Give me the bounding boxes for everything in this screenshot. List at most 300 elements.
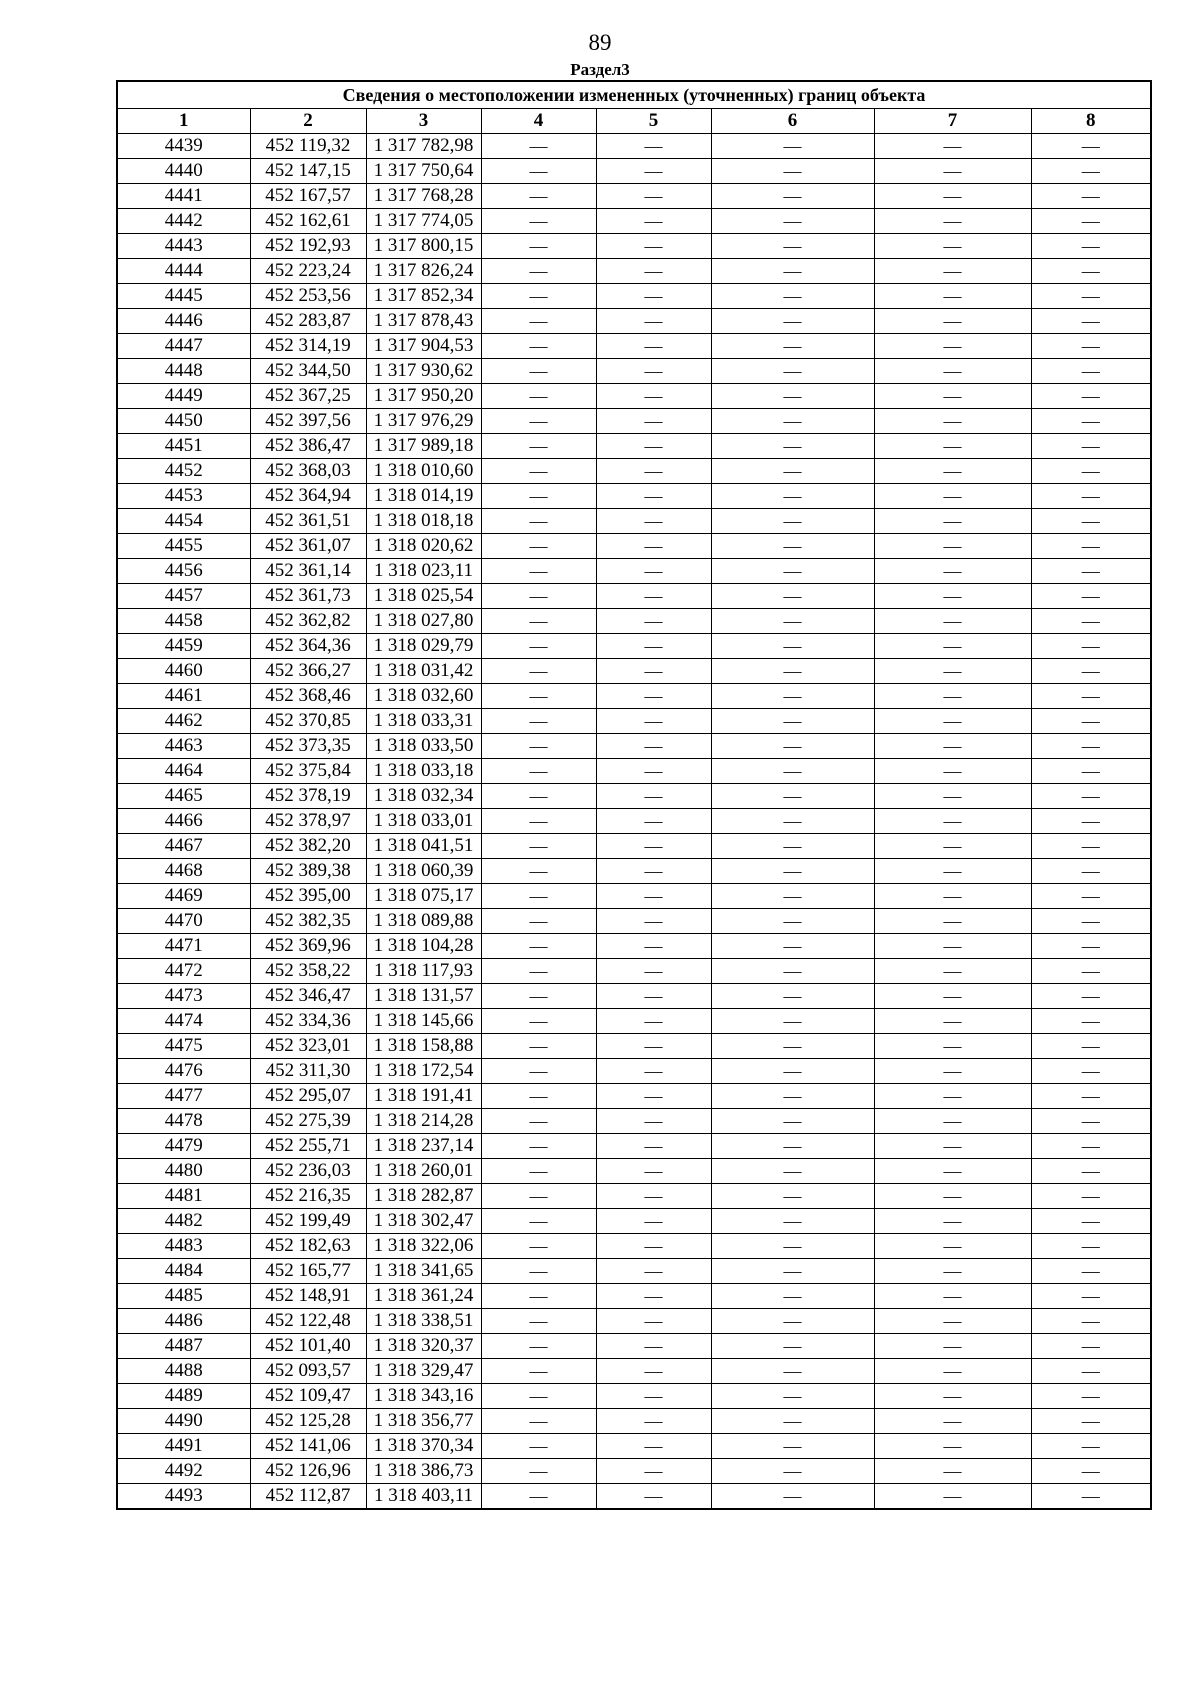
empty-value-cell: — xyxy=(596,159,711,184)
empty-value-cell: — xyxy=(1031,1209,1151,1234)
empty-value-cell: — xyxy=(596,334,711,359)
empty-value-cell: — xyxy=(481,759,596,784)
empty-value-cell: — xyxy=(874,559,1031,584)
empty-value-cell: — xyxy=(1031,1259,1151,1284)
empty-value-cell: — xyxy=(874,1259,1031,1284)
empty-value-cell: — xyxy=(711,1434,874,1459)
x-coordinate-cell: 452 295,07 xyxy=(250,1084,366,1109)
y-coordinate-cell: 1 318 191,41 xyxy=(366,1084,481,1109)
empty-value-cell: — xyxy=(711,1209,874,1234)
y-coordinate-cell: 1 318 060,39 xyxy=(366,859,481,884)
table-row xyxy=(117,1084,1151,1109)
x-coordinate-cell: 452 364,36 xyxy=(250,634,366,659)
empty-value-cell: — xyxy=(711,1184,874,1209)
empty-value-cell: — xyxy=(481,209,596,234)
empty-value-cell: — xyxy=(711,1059,874,1084)
empty-value-cell: — xyxy=(1031,1334,1151,1359)
point-number-cell: 4467 xyxy=(117,834,250,859)
empty-value-cell: — xyxy=(1031,684,1151,709)
x-coordinate-cell: 452 370,85 xyxy=(250,709,366,734)
empty-value-cell: — xyxy=(1031,859,1151,884)
empty-value-cell: — xyxy=(481,1459,596,1484)
empty-value-cell: — xyxy=(874,359,1031,384)
x-coordinate-cell: 452 253,56 xyxy=(250,284,366,309)
empty-value-cell: — xyxy=(711,1484,874,1510)
empty-value-cell: — xyxy=(711,534,874,559)
x-coordinate-cell: 452 216,35 xyxy=(250,1184,366,1209)
empty-value-cell: — xyxy=(1031,534,1151,559)
point-number-cell: 4478 xyxy=(117,1109,250,1134)
empty-value-cell: — xyxy=(874,784,1031,809)
y-coordinate-cell: 1 318 356,77 xyxy=(366,1409,481,1434)
empty-value-cell: — xyxy=(481,384,596,409)
y-coordinate-cell: 1 318 033,31 xyxy=(366,709,481,734)
y-coordinate-cell: 1 318 361,24 xyxy=(366,1284,481,1309)
y-coordinate-cell: 1 318 386,73 xyxy=(366,1459,481,1484)
empty-value-cell: — xyxy=(1031,1434,1151,1459)
empty-value-cell: — xyxy=(874,384,1031,409)
y-coordinate-cell: 1 318 260,01 xyxy=(366,1159,481,1184)
y-coordinate-cell: 1 318 338,51 xyxy=(366,1309,481,1334)
empty-value-cell: — xyxy=(1031,784,1151,809)
empty-value-cell: — xyxy=(596,759,711,784)
x-coordinate-cell: 452 369,96 xyxy=(250,934,366,959)
empty-value-cell: — xyxy=(1031,834,1151,859)
table-body xyxy=(117,134,1151,1510)
empty-value-cell: — xyxy=(481,909,596,934)
x-coordinate-cell: 452 395,00 xyxy=(250,884,366,909)
y-coordinate-cell: 1 318 025,54 xyxy=(366,584,481,609)
empty-value-cell: — xyxy=(596,984,711,1009)
empty-value-cell: — xyxy=(596,1159,711,1184)
empty-value-cell: — xyxy=(596,1359,711,1384)
empty-value-cell: — xyxy=(596,859,711,884)
empty-value-cell: — xyxy=(711,484,874,509)
empty-value-cell: — xyxy=(874,1234,1031,1259)
table-row xyxy=(117,584,1151,609)
table-row xyxy=(117,334,1151,359)
point-number-cell: 4473 xyxy=(117,984,250,1009)
empty-value-cell: — xyxy=(711,909,874,934)
section-label: Раздел3 xyxy=(570,60,630,79)
empty-value-cell: — xyxy=(874,834,1031,859)
empty-value-cell: — xyxy=(1031,134,1151,159)
empty-value-cell: — xyxy=(1031,1359,1151,1384)
empty-value-cell: — xyxy=(481,509,596,534)
table-row xyxy=(117,534,1151,559)
point-number-cell: 4481 xyxy=(117,1184,250,1209)
empty-value-cell: — xyxy=(481,1059,596,1084)
empty-value-cell: — xyxy=(874,159,1031,184)
empty-value-cell: — xyxy=(596,1309,711,1334)
empty-value-cell: — xyxy=(874,1134,1031,1159)
empty-value-cell: — xyxy=(596,1234,711,1259)
y-coordinate-cell: 1 318 018,18 xyxy=(366,509,481,534)
x-coordinate-cell: 452 148,91 xyxy=(250,1284,366,1309)
table-row xyxy=(117,384,1151,409)
table-row xyxy=(117,184,1151,209)
empty-value-cell: — xyxy=(711,559,874,584)
column-header-1: 1 xyxy=(117,109,250,134)
empty-value-cell: — xyxy=(481,1234,596,1259)
x-coordinate-cell: 452 344,50 xyxy=(250,359,366,384)
empty-value-cell: — xyxy=(596,309,711,334)
column-header-row xyxy=(117,109,1151,134)
empty-value-cell: — xyxy=(596,1109,711,1134)
point-number-cell: 4439 xyxy=(117,134,250,159)
empty-value-cell: — xyxy=(711,709,874,734)
empty-value-cell: — xyxy=(711,809,874,834)
empty-value-cell: — xyxy=(481,884,596,909)
x-coordinate-cell: 452 373,35 xyxy=(250,734,366,759)
point-number-cell: 4480 xyxy=(117,1159,250,1184)
y-coordinate-cell: 1 317 826,24 xyxy=(366,259,481,284)
empty-value-cell: — xyxy=(481,859,596,884)
empty-value-cell: — xyxy=(596,1134,711,1159)
y-coordinate-cell: 1 318 145,66 xyxy=(366,1009,481,1034)
empty-value-cell: — xyxy=(596,1034,711,1059)
empty-value-cell: — xyxy=(481,1309,596,1334)
empty-value-cell: — xyxy=(874,534,1031,559)
empty-value-cell: — xyxy=(711,1109,874,1134)
empty-value-cell: — xyxy=(874,209,1031,234)
point-number-cell: 4448 xyxy=(117,359,250,384)
empty-value-cell: — xyxy=(1031,159,1151,184)
empty-value-cell: — xyxy=(1031,284,1151,309)
table-row xyxy=(117,1409,1151,1434)
table-row xyxy=(117,1334,1151,1359)
point-number-cell: 4456 xyxy=(117,559,250,584)
empty-value-cell: — xyxy=(481,1109,596,1134)
column-header-6: 6 xyxy=(711,109,874,134)
empty-value-cell: — xyxy=(596,659,711,684)
empty-value-cell: — xyxy=(711,284,874,309)
y-coordinate-cell: 1 318 172,54 xyxy=(366,1059,481,1084)
empty-value-cell: — xyxy=(874,884,1031,909)
point-number-cell: 4491 xyxy=(117,1434,250,1459)
empty-value-cell: — xyxy=(711,959,874,984)
empty-value-cell: — xyxy=(874,1084,1031,1109)
empty-value-cell: — xyxy=(874,1284,1031,1309)
empty-value-cell: — xyxy=(1031,809,1151,834)
empty-value-cell: — xyxy=(596,1009,711,1034)
y-coordinate-cell: 1 317 852,34 xyxy=(366,284,481,309)
empty-value-cell: — xyxy=(874,284,1031,309)
empty-value-cell: — xyxy=(596,234,711,259)
empty-value-cell: — xyxy=(481,984,596,1009)
table-row xyxy=(117,734,1151,759)
empty-value-cell: — xyxy=(1031,484,1151,509)
table-row xyxy=(117,509,1151,534)
empty-value-cell: — xyxy=(481,709,596,734)
table-row xyxy=(117,809,1151,834)
empty-value-cell: — xyxy=(874,1484,1031,1510)
empty-value-cell: — xyxy=(874,634,1031,659)
point-number-cell: 4483 xyxy=(117,1234,250,1259)
empty-value-cell: — xyxy=(711,1084,874,1109)
empty-value-cell: — xyxy=(596,134,711,159)
table-row xyxy=(117,1384,1151,1409)
empty-value-cell: — xyxy=(711,1134,874,1159)
point-number-cell: 4443 xyxy=(117,234,250,259)
empty-value-cell: — xyxy=(1031,509,1151,534)
x-coordinate-cell: 452 368,03 xyxy=(250,459,366,484)
empty-value-cell: — xyxy=(481,584,596,609)
x-coordinate-cell: 452 334,36 xyxy=(250,1009,366,1034)
empty-value-cell: — xyxy=(1031,734,1151,759)
table-row xyxy=(117,209,1151,234)
y-coordinate-cell: 1 318 031,42 xyxy=(366,659,481,684)
empty-value-cell: — xyxy=(481,1484,596,1510)
x-coordinate-cell: 452 119,32 xyxy=(250,134,366,159)
table-row xyxy=(117,834,1151,859)
empty-value-cell: — xyxy=(596,259,711,284)
empty-value-cell: — xyxy=(1031,184,1151,209)
x-coordinate-cell: 452 122,48 xyxy=(250,1309,366,1334)
empty-value-cell: — xyxy=(711,634,874,659)
y-coordinate-cell: 1 318 322,06 xyxy=(366,1234,481,1259)
empty-value-cell: — xyxy=(596,1084,711,1109)
table-row xyxy=(117,784,1151,809)
empty-value-cell: — xyxy=(874,184,1031,209)
boundary-coordinates-table xyxy=(116,80,1152,1510)
empty-value-cell: — xyxy=(874,509,1031,534)
y-coordinate-cell: 1 318 117,93 xyxy=(366,959,481,984)
empty-value-cell: — xyxy=(711,584,874,609)
empty-value-cell: — xyxy=(1031,1134,1151,1159)
y-coordinate-cell: 1 317 976,29 xyxy=(366,409,481,434)
empty-value-cell: — xyxy=(874,1384,1031,1409)
table-row xyxy=(117,884,1151,909)
empty-value-cell: — xyxy=(1031,1309,1151,1334)
y-coordinate-cell: 1 318 029,79 xyxy=(366,634,481,659)
empty-value-cell: — xyxy=(1031,359,1151,384)
y-coordinate-cell: 1 317 768,28 xyxy=(366,184,481,209)
table-row xyxy=(117,559,1151,584)
empty-value-cell: — xyxy=(711,1159,874,1184)
table-row xyxy=(117,1159,1151,1184)
x-coordinate-cell: 452 397,56 xyxy=(250,409,366,434)
empty-value-cell: — xyxy=(481,784,596,809)
y-coordinate-cell: 1 318 403,11 xyxy=(366,1484,481,1510)
column-header-8: 8 xyxy=(1031,109,1151,134)
y-coordinate-cell: 1 318 032,34 xyxy=(366,784,481,809)
empty-value-cell: — xyxy=(874,409,1031,434)
empty-value-cell: — xyxy=(596,1209,711,1234)
point-number-cell: 4465 xyxy=(117,784,250,809)
x-coordinate-cell: 452 125,28 xyxy=(250,1409,366,1434)
x-coordinate-cell: 452 192,93 xyxy=(250,234,366,259)
empty-value-cell: — xyxy=(1031,1409,1151,1434)
empty-value-cell: — xyxy=(1031,434,1151,459)
empty-value-cell: — xyxy=(481,359,596,384)
empty-value-cell: — xyxy=(874,934,1031,959)
empty-value-cell: — xyxy=(1031,609,1151,634)
y-coordinate-cell: 1 318 032,60 xyxy=(366,684,481,709)
empty-value-cell: — xyxy=(1031,1159,1151,1184)
table-row xyxy=(117,984,1151,1009)
point-number-cell: 4489 xyxy=(117,1384,250,1409)
x-coordinate-cell: 452 109,47 xyxy=(250,1384,366,1409)
empty-value-cell: — xyxy=(711,1259,874,1284)
empty-value-cell: — xyxy=(481,1409,596,1434)
empty-value-cell: — xyxy=(1031,334,1151,359)
empty-value-cell: — xyxy=(874,1159,1031,1184)
empty-value-cell: — xyxy=(481,1284,596,1309)
empty-value-cell: — xyxy=(481,1259,596,1284)
empty-value-cell: — xyxy=(596,1334,711,1359)
point-number-cell: 4488 xyxy=(117,1359,250,1384)
empty-value-cell: — xyxy=(481,684,596,709)
empty-value-cell: — xyxy=(1031,409,1151,434)
empty-value-cell: — xyxy=(711,1359,874,1384)
x-coordinate-cell: 452 311,30 xyxy=(250,1059,366,1084)
point-number-cell: 4492 xyxy=(117,1459,250,1484)
point-number-cell: 4482 xyxy=(117,1209,250,1234)
y-coordinate-cell: 1 317 774,05 xyxy=(366,209,481,234)
empty-value-cell: — xyxy=(1031,1084,1151,1109)
empty-value-cell: — xyxy=(596,834,711,859)
table-row xyxy=(117,709,1151,734)
empty-value-cell: — xyxy=(711,659,874,684)
table-row xyxy=(117,1309,1151,1334)
y-coordinate-cell: 1 318 033,18 xyxy=(366,759,481,784)
empty-value-cell: — xyxy=(596,409,711,434)
point-number-cell: 4441 xyxy=(117,184,250,209)
empty-value-cell: — xyxy=(874,1034,1031,1059)
x-coordinate-cell: 452 361,51 xyxy=(250,509,366,534)
point-number-cell: 4440 xyxy=(117,159,250,184)
point-number-cell: 4485 xyxy=(117,1284,250,1309)
point-number-cell: 4477 xyxy=(117,1084,250,1109)
x-coordinate-cell: 452 255,71 xyxy=(250,1134,366,1159)
empty-value-cell: — xyxy=(1031,909,1151,934)
empty-value-cell: — xyxy=(1031,1009,1151,1034)
empty-value-cell: — xyxy=(874,1409,1031,1434)
point-number-cell: 4446 xyxy=(117,309,250,334)
table-row xyxy=(117,1134,1151,1159)
empty-value-cell: — xyxy=(596,734,711,759)
empty-value-cell: — xyxy=(711,334,874,359)
empty-value-cell: — xyxy=(596,1484,711,1510)
empty-value-cell: — xyxy=(596,459,711,484)
y-coordinate-cell: 1 318 020,62 xyxy=(366,534,481,559)
empty-value-cell: — xyxy=(596,584,711,609)
table-row xyxy=(117,309,1151,334)
empty-value-cell: — xyxy=(874,1059,1031,1084)
empty-value-cell: — xyxy=(596,1284,711,1309)
empty-value-cell: — xyxy=(596,509,711,534)
table-row xyxy=(117,1259,1151,1284)
table-row xyxy=(117,909,1151,934)
point-number-cell: 4469 xyxy=(117,884,250,909)
empty-value-cell: — xyxy=(1031,584,1151,609)
x-coordinate-cell: 452 236,03 xyxy=(250,1159,366,1184)
y-coordinate-cell: 1 318 104,28 xyxy=(366,934,481,959)
empty-value-cell: — xyxy=(1031,709,1151,734)
empty-value-cell: — xyxy=(596,559,711,584)
empty-value-cell: — xyxy=(711,684,874,709)
x-coordinate-cell: 452 283,87 xyxy=(250,309,366,334)
empty-value-cell: — xyxy=(874,609,1031,634)
x-coordinate-cell: 452 141,06 xyxy=(250,1434,366,1459)
y-coordinate-cell: 1 317 989,18 xyxy=(366,434,481,459)
empty-value-cell: — xyxy=(1031,1059,1151,1084)
empty-value-cell: — xyxy=(711,459,874,484)
empty-value-cell: — xyxy=(874,909,1031,934)
column-header-4: 4 xyxy=(481,109,596,134)
empty-value-cell: — xyxy=(481,334,596,359)
x-coordinate-cell: 452 165,77 xyxy=(250,1259,366,1284)
empty-value-cell: — xyxy=(1031,634,1151,659)
empty-value-cell: — xyxy=(596,884,711,909)
table-row xyxy=(117,959,1151,984)
table-row xyxy=(117,684,1151,709)
empty-value-cell: — xyxy=(481,959,596,984)
empty-value-cell: — xyxy=(1031,209,1151,234)
empty-value-cell: — xyxy=(596,909,711,934)
empty-value-cell: — xyxy=(481,1084,596,1109)
empty-value-cell: — xyxy=(481,634,596,659)
empty-value-cell: — xyxy=(874,259,1031,284)
table-row xyxy=(117,859,1151,884)
table-row xyxy=(117,284,1151,309)
empty-value-cell: — xyxy=(596,609,711,634)
x-coordinate-cell: 452 368,46 xyxy=(250,684,366,709)
x-coordinate-cell: 452 101,40 xyxy=(250,1334,366,1359)
point-number-cell: 4455 xyxy=(117,534,250,559)
point-number-cell: 4458 xyxy=(117,609,250,634)
point-number-cell: 4450 xyxy=(117,409,250,434)
table-row xyxy=(117,1034,1151,1059)
empty-value-cell: — xyxy=(874,959,1031,984)
x-coordinate-cell: 452 275,39 xyxy=(250,1109,366,1134)
point-number-cell: 4463 xyxy=(117,734,250,759)
x-coordinate-cell: 452 162,61 xyxy=(250,209,366,234)
y-coordinate-cell: 1 318 158,88 xyxy=(366,1034,481,1059)
table-row xyxy=(117,1209,1151,1234)
empty-value-cell: — xyxy=(874,734,1031,759)
empty-value-cell: — xyxy=(1031,759,1151,784)
empty-value-cell: — xyxy=(481,1009,596,1034)
table-row xyxy=(117,409,1151,434)
empty-value-cell: — xyxy=(874,1209,1031,1234)
table-row xyxy=(117,1359,1151,1384)
empty-value-cell: — xyxy=(1031,1484,1151,1510)
empty-value-cell: — xyxy=(1031,1109,1151,1134)
x-coordinate-cell: 452 147,15 xyxy=(250,159,366,184)
empty-value-cell: — xyxy=(596,1459,711,1484)
table-row xyxy=(117,759,1151,784)
empty-value-cell: — xyxy=(711,1034,874,1059)
x-coordinate-cell: 452 362,82 xyxy=(250,609,366,634)
y-coordinate-cell: 1 317 878,43 xyxy=(366,309,481,334)
point-number-cell: 4475 xyxy=(117,1034,250,1059)
empty-value-cell: — xyxy=(481,559,596,584)
empty-value-cell: — xyxy=(596,934,711,959)
point-number-cell: 4442 xyxy=(117,209,250,234)
empty-value-cell: — xyxy=(711,984,874,1009)
empty-value-cell: — xyxy=(1031,934,1151,959)
x-coordinate-cell: 452 167,57 xyxy=(250,184,366,209)
point-number-cell: 4453 xyxy=(117,484,250,509)
table-row xyxy=(117,134,1151,159)
point-number-cell: 4470 xyxy=(117,909,250,934)
table-row xyxy=(117,1459,1151,1484)
empty-value-cell: — xyxy=(596,384,711,409)
empty-value-cell: — xyxy=(596,1259,711,1284)
empty-value-cell: — xyxy=(874,809,1031,834)
